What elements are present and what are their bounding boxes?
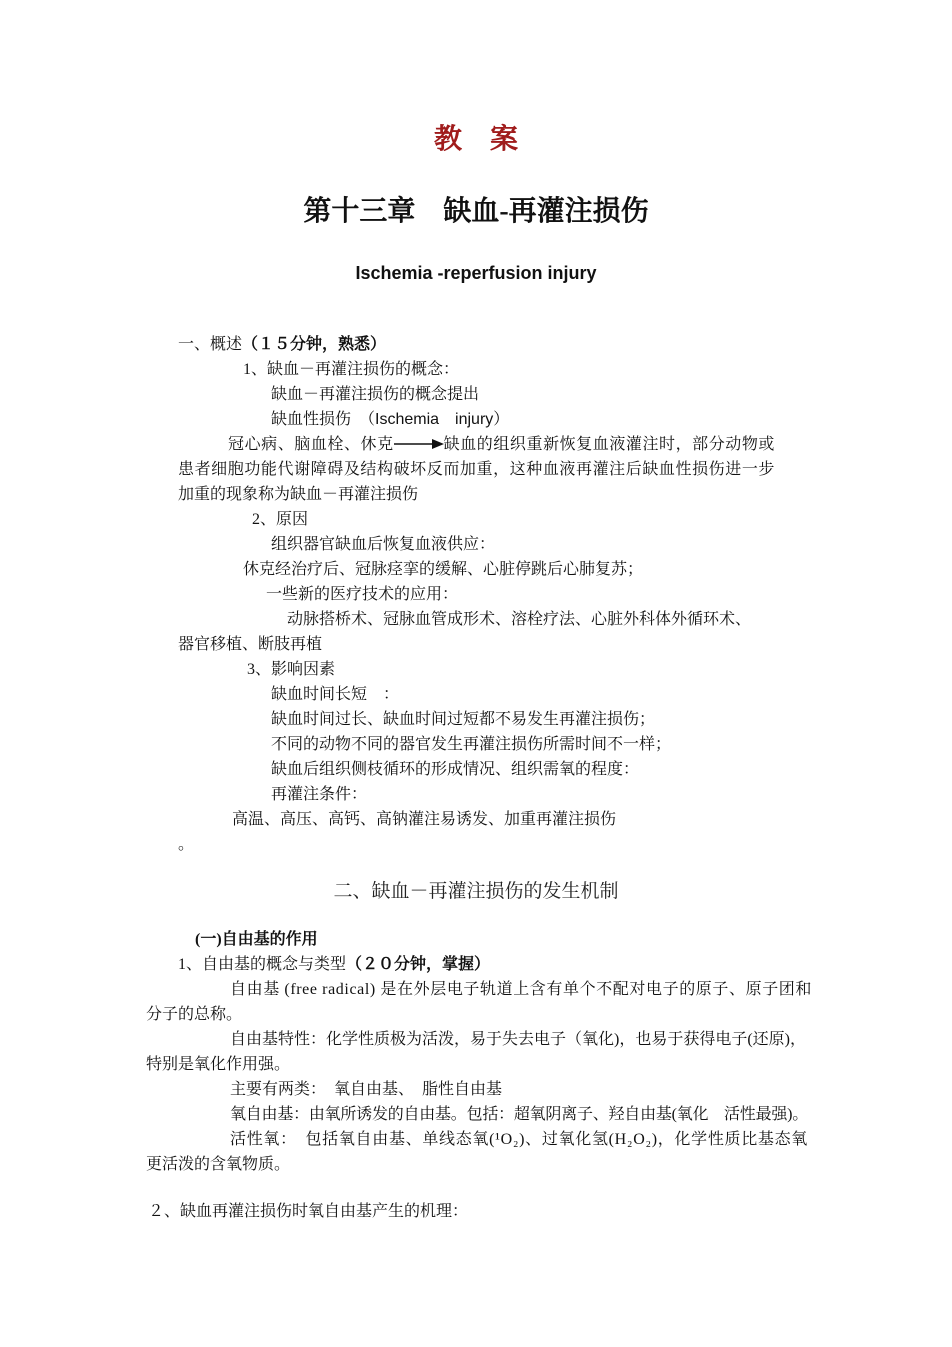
- chapter-subtitle-english: Ischemia -reperfusion injury: [355, 263, 597, 283]
- ischemic-injury-label: 缺血性损伤: [271, 411, 368, 428]
- end-mark: 。: [178, 836, 195, 853]
- right-arrow-icon: [394, 438, 444, 450]
- item-heading-text: 1、自由基的概念与类型: [178, 956, 347, 973]
- text-line: 分子的总称。: [146, 1006, 243, 1023]
- text-line: 动脉搭桥术、冠脉血管成形术、溶栓疗法、心脏外科体外循环术、: [287, 611, 752, 628]
- section-heading-mechanism: 二、缺血－再灌注损伤的发生机制: [333, 881, 619, 902]
- text-line: 休克经治疗后、冠脉痉挛的缓解、心脏停跳后心肺复苏；: [243, 561, 644, 578]
- section-heading-text: 一、概述: [178, 336, 243, 353]
- text-line: 氧自由基：由氧所诱发的自由基。包括：超氧阴离子、羟自由基(氧化 活性最强)。: [230, 1106, 808, 1123]
- definition-start: 冠心病、脑血栓、休克: [228, 436, 394, 453]
- chapter-title: 第十三章 缺血-再灌注损伤: [303, 196, 649, 227]
- ischemic-injury-line: [271, 410, 509, 430]
- text-line: 缺血－再灌注损伤的概念提出: [271, 386, 480, 403]
- section-time-note: （２０分钟，掌握）: [346, 956, 491, 973]
- definition-line: [228, 435, 775, 455]
- subsection-heading-causes: 2、原因: [252, 511, 309, 528]
- text-line: 高温、高压、高钙、高钠灌注易诱发、加重再灌注损伤: [232, 811, 617, 828]
- text-line: 一些新的医疗技术的应用：: [266, 586, 459, 603]
- subsection-heading-free-radicals: (一)自由基的作用: [195, 931, 318, 948]
- document-title: 教 案: [433, 124, 518, 155]
- text-line: 缺血时间长短 ：: [271, 686, 400, 703]
- text-line: 自由基 (free radical) 是在外层电子轨道上含有单个不配对电子的原子、原子团和: [230, 981, 812, 998]
- text-line: 主要有两类： 氧自由基、 脂性自由基: [230, 1081, 503, 1098]
- text-line: 自由基特性：化学性质极为活泼，易于失去电子（氧化)，也易于获得电子(还原)，: [230, 1031, 806, 1048]
- text-line: 缺血后组织侧枝循环的形成情况、组织需氧的程度：: [271, 761, 640, 778]
- text-line: 特别是氧化作用强。: [146, 1056, 291, 1073]
- text-line: 不同的动物不同的器官发生再灌注损伤所需时间不一样；: [271, 736, 672, 753]
- text-line: 缺血时间过长、缺血时间过短都不易发生再灌注损伤；: [271, 711, 656, 728]
- text-line: 患者细胞功能代谢障碍及结构破坏反而加重，这种血液再灌注后缺血性损伤进一步: [178, 461, 775, 478]
- subsection-heading-factors: 3、影响因素: [247, 661, 336, 678]
- text-line: 更活泼的含氧物质。: [146, 1156, 291, 1173]
- ischemic-injury-term: （Ischemia injury）: [367, 411, 510, 428]
- text-line: 再灌注条件：: [271, 786, 368, 803]
- text-line: 器官移植、断肢再植: [178, 636, 323, 653]
- text-line: 组织器官缺血后恢复血液供应：: [271, 536, 496, 553]
- text-line: 加重的现象称为缺血－再灌注损伤: [178, 486, 419, 503]
- section-time-note: （１５分钟，熟悉）: [242, 336, 387, 353]
- text-line: 活性氧： 包括氧自由基、单线态氧(¹O₂)、过氧化氢(H₂O₂)，化学性质比基态氧: [230, 1131, 808, 1148]
- subsection-heading-concept: 1、缺血－再灌注损伤的概念：: [243, 361, 460, 378]
- section-heading-overview: [178, 335, 386, 355]
- item-heading-free-radical-concept: [178, 955, 490, 975]
- definition-after-arrow: 缺血的组织重新恢复血液灌注时，部分动物或: [443, 436, 775, 453]
- item-heading-mechanism: ２、缺血再灌注损伤时氧自由基产生的机理：: [148, 1203, 469, 1220]
